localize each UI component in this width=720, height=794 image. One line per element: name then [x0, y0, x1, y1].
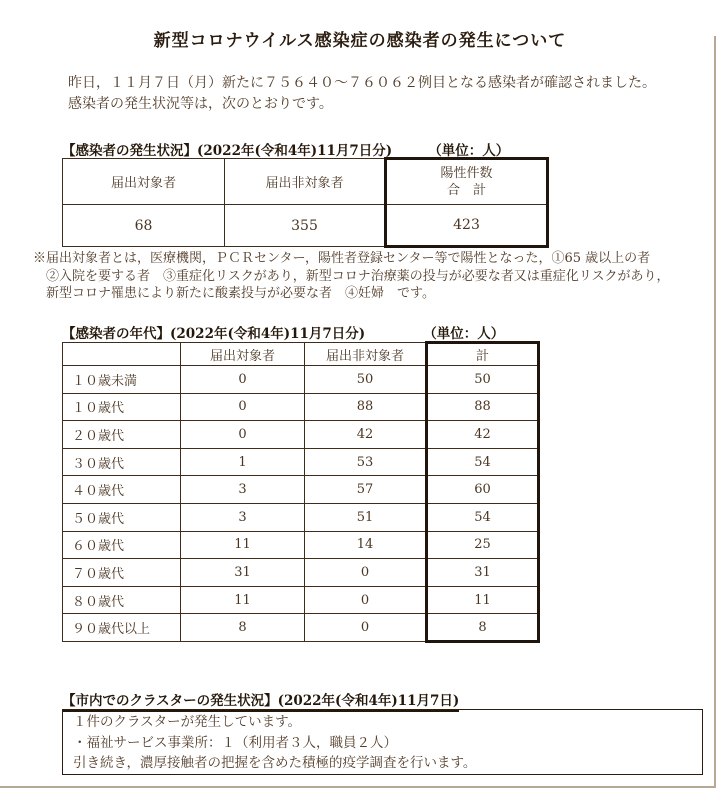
- age-not-notified-cell: 53: [305, 448, 427, 476]
- intro-line-1: 昨日，１１月７日（月）新たに７５６４０～７６０６２例目となる感染者が確認されました。: [68, 75, 656, 91]
- age-table-row: [63, 559, 539, 587]
- age-notified-cell: 3: [181, 503, 305, 531]
- cluster-line-1: １件のクラスターが発生しています。: [73, 714, 302, 730]
- age-total-cell: 11: [427, 586, 539, 614]
- notification-note: [33, 250, 705, 303]
- occurrence-col-total-line2: 合 計: [446, 183, 486, 198]
- age-row-label: ８０歳代: [63, 586, 181, 614]
- age-table-row: [63, 448, 539, 476]
- age-col-total: 計: [427, 343, 539, 366]
- age-row-label: １０歳未満: [63, 366, 181, 394]
- age-table-row: [63, 393, 539, 421]
- age-table-row: [63, 476, 539, 504]
- age-notified-cell: 0: [181, 421, 305, 449]
- age-row-label: ５０歳代: [63, 503, 181, 531]
- age-row-label: ２０歳代: [63, 421, 181, 449]
- cluster-line-2: ・福祉サービス事業所：１（利用者３人，職員２人）: [73, 734, 397, 751]
- age-table: [62, 341, 540, 643]
- age-total-cell: 60: [427, 476, 539, 504]
- age-notified-cell: 11: [181, 531, 305, 559]
- age-section-heading: [62, 322, 504, 342]
- age-unit-label: （単位：人）: [423, 326, 505, 342]
- age-table-row: [63, 614, 539, 642]
- age-not-notified-cell: 42: [305, 421, 427, 449]
- note-line-3: 新型コロナ罹患により新たに酸素投与が必要な者 ④妊婦 です。: [46, 286, 435, 301]
- cluster-info-box: [62, 709, 703, 775]
- occurrence-col-not-notified: 届出非対象者: [225, 159, 386, 205]
- age-table-row: [63, 421, 539, 449]
- age-total-cell: 54: [427, 448, 539, 476]
- intro-line-2: 感染者の発生状況等は，次のとおりです。: [68, 96, 333, 112]
- occurrence-unit-label: （単位：人）: [428, 143, 510, 159]
- occurrence-header-row: [63, 159, 548, 205]
- age-row-label: ３０歳代: [63, 448, 181, 476]
- age-row-label: ４０歳代: [63, 476, 181, 504]
- intro-paragraph: [68, 73, 668, 115]
- age-heading-text: 【感染者の年代】(2022年(令和4年)11月7日分): [62, 326, 366, 342]
- age-total-cell: 88: [427, 393, 539, 421]
- note-line-1: ※届出対象者とは，医療機関，ＰＣＲセンター，陽性者登録センター等で陽性となった，①65 歳以上の者: [33, 251, 651, 266]
- age-notified-cell: 8: [181, 614, 305, 642]
- cluster-line-3: 引き続き，濃厚接触者の把握を含めた積極的疫学調査を行います。: [73, 755, 477, 771]
- age-col-not-notified: 届出非対象者: [305, 343, 427, 366]
- occurrence-notified-value: 68: [63, 205, 225, 247]
- age-table-row: [63, 366, 539, 394]
- age-notified-cell: 11: [181, 586, 305, 614]
- age-total-cell: 50: [427, 366, 539, 394]
- age-row-label: １０歳代: [63, 393, 181, 421]
- cluster-section-heading: 【市内でのクラスターの発生状況】(2022年(令和4年)11月7日): [62, 689, 459, 712]
- note-line-2: ②入院を要する者 ③重症化リスクがあり，新型コロナ治療薬の投与が必要な者又は重症化リスクがあり，: [46, 268, 670, 284]
- age-total-cell: 31: [427, 559, 539, 587]
- occurrence-col-total-line1: 陽性件数: [440, 166, 493, 181]
- age-not-notified-cell: 0: [305, 614, 427, 642]
- age-not-notified-cell: 51: [305, 503, 427, 531]
- age-notified-cell: 3: [181, 476, 305, 504]
- age-table-row: [63, 586, 539, 614]
- age-row-label: ９０歳代以上: [63, 614, 181, 642]
- age-not-notified-cell: 0: [305, 586, 427, 614]
- age-notified-cell: 1: [181, 448, 305, 476]
- age-notified-cell: 0: [181, 393, 305, 421]
- age-total-cell: 8: [427, 614, 539, 642]
- age-row-label: ７０歳代: [63, 559, 181, 587]
- age-total-cell: 42: [427, 421, 539, 449]
- age-total-cell: 25: [427, 531, 539, 559]
- age-not-notified-cell: 0: [305, 559, 427, 587]
- occurrence-table: [62, 157, 549, 248]
- age-row-label: ６０歳代: [63, 531, 181, 559]
- occurrence-not-notified-value: 355: [225, 205, 386, 247]
- occurrence-col-total: [386, 159, 548, 205]
- age-not-notified-cell: 14: [305, 531, 427, 559]
- age-total-cell: 54: [427, 503, 539, 531]
- age-header-row: [63, 343, 539, 366]
- age-table-row: [63, 531, 539, 559]
- page-title: 新型コロナウイルス感染症の感染者の発生について: [153, 31, 567, 51]
- age-not-notified-cell: 57: [305, 476, 427, 504]
- age-col-notified: 届出対象者: [181, 343, 305, 366]
- scan-edge-bottom: [0, 786, 716, 788]
- occurrence-total-value: 423: [386, 205, 548, 247]
- occurrence-section-heading: [62, 139, 509, 159]
- scan-edge-right: [714, 36, 716, 788]
- age-table-row: [63, 503, 539, 531]
- age-notified-cell: 31: [181, 559, 305, 587]
- age-not-notified-cell: 88: [305, 393, 427, 421]
- occurrence-heading-text: 【感染者の発生状況】(2022年(令和4年)11月7日分): [62, 143, 393, 159]
- occurrence-col-notified: 届出対象者: [63, 159, 225, 205]
- age-not-notified-cell: 50: [305, 366, 427, 394]
- age-notified-cell: 0: [181, 366, 305, 394]
- age-col-blank: [63, 343, 181, 366]
- occurrence-value-row: [63, 205, 548, 247]
